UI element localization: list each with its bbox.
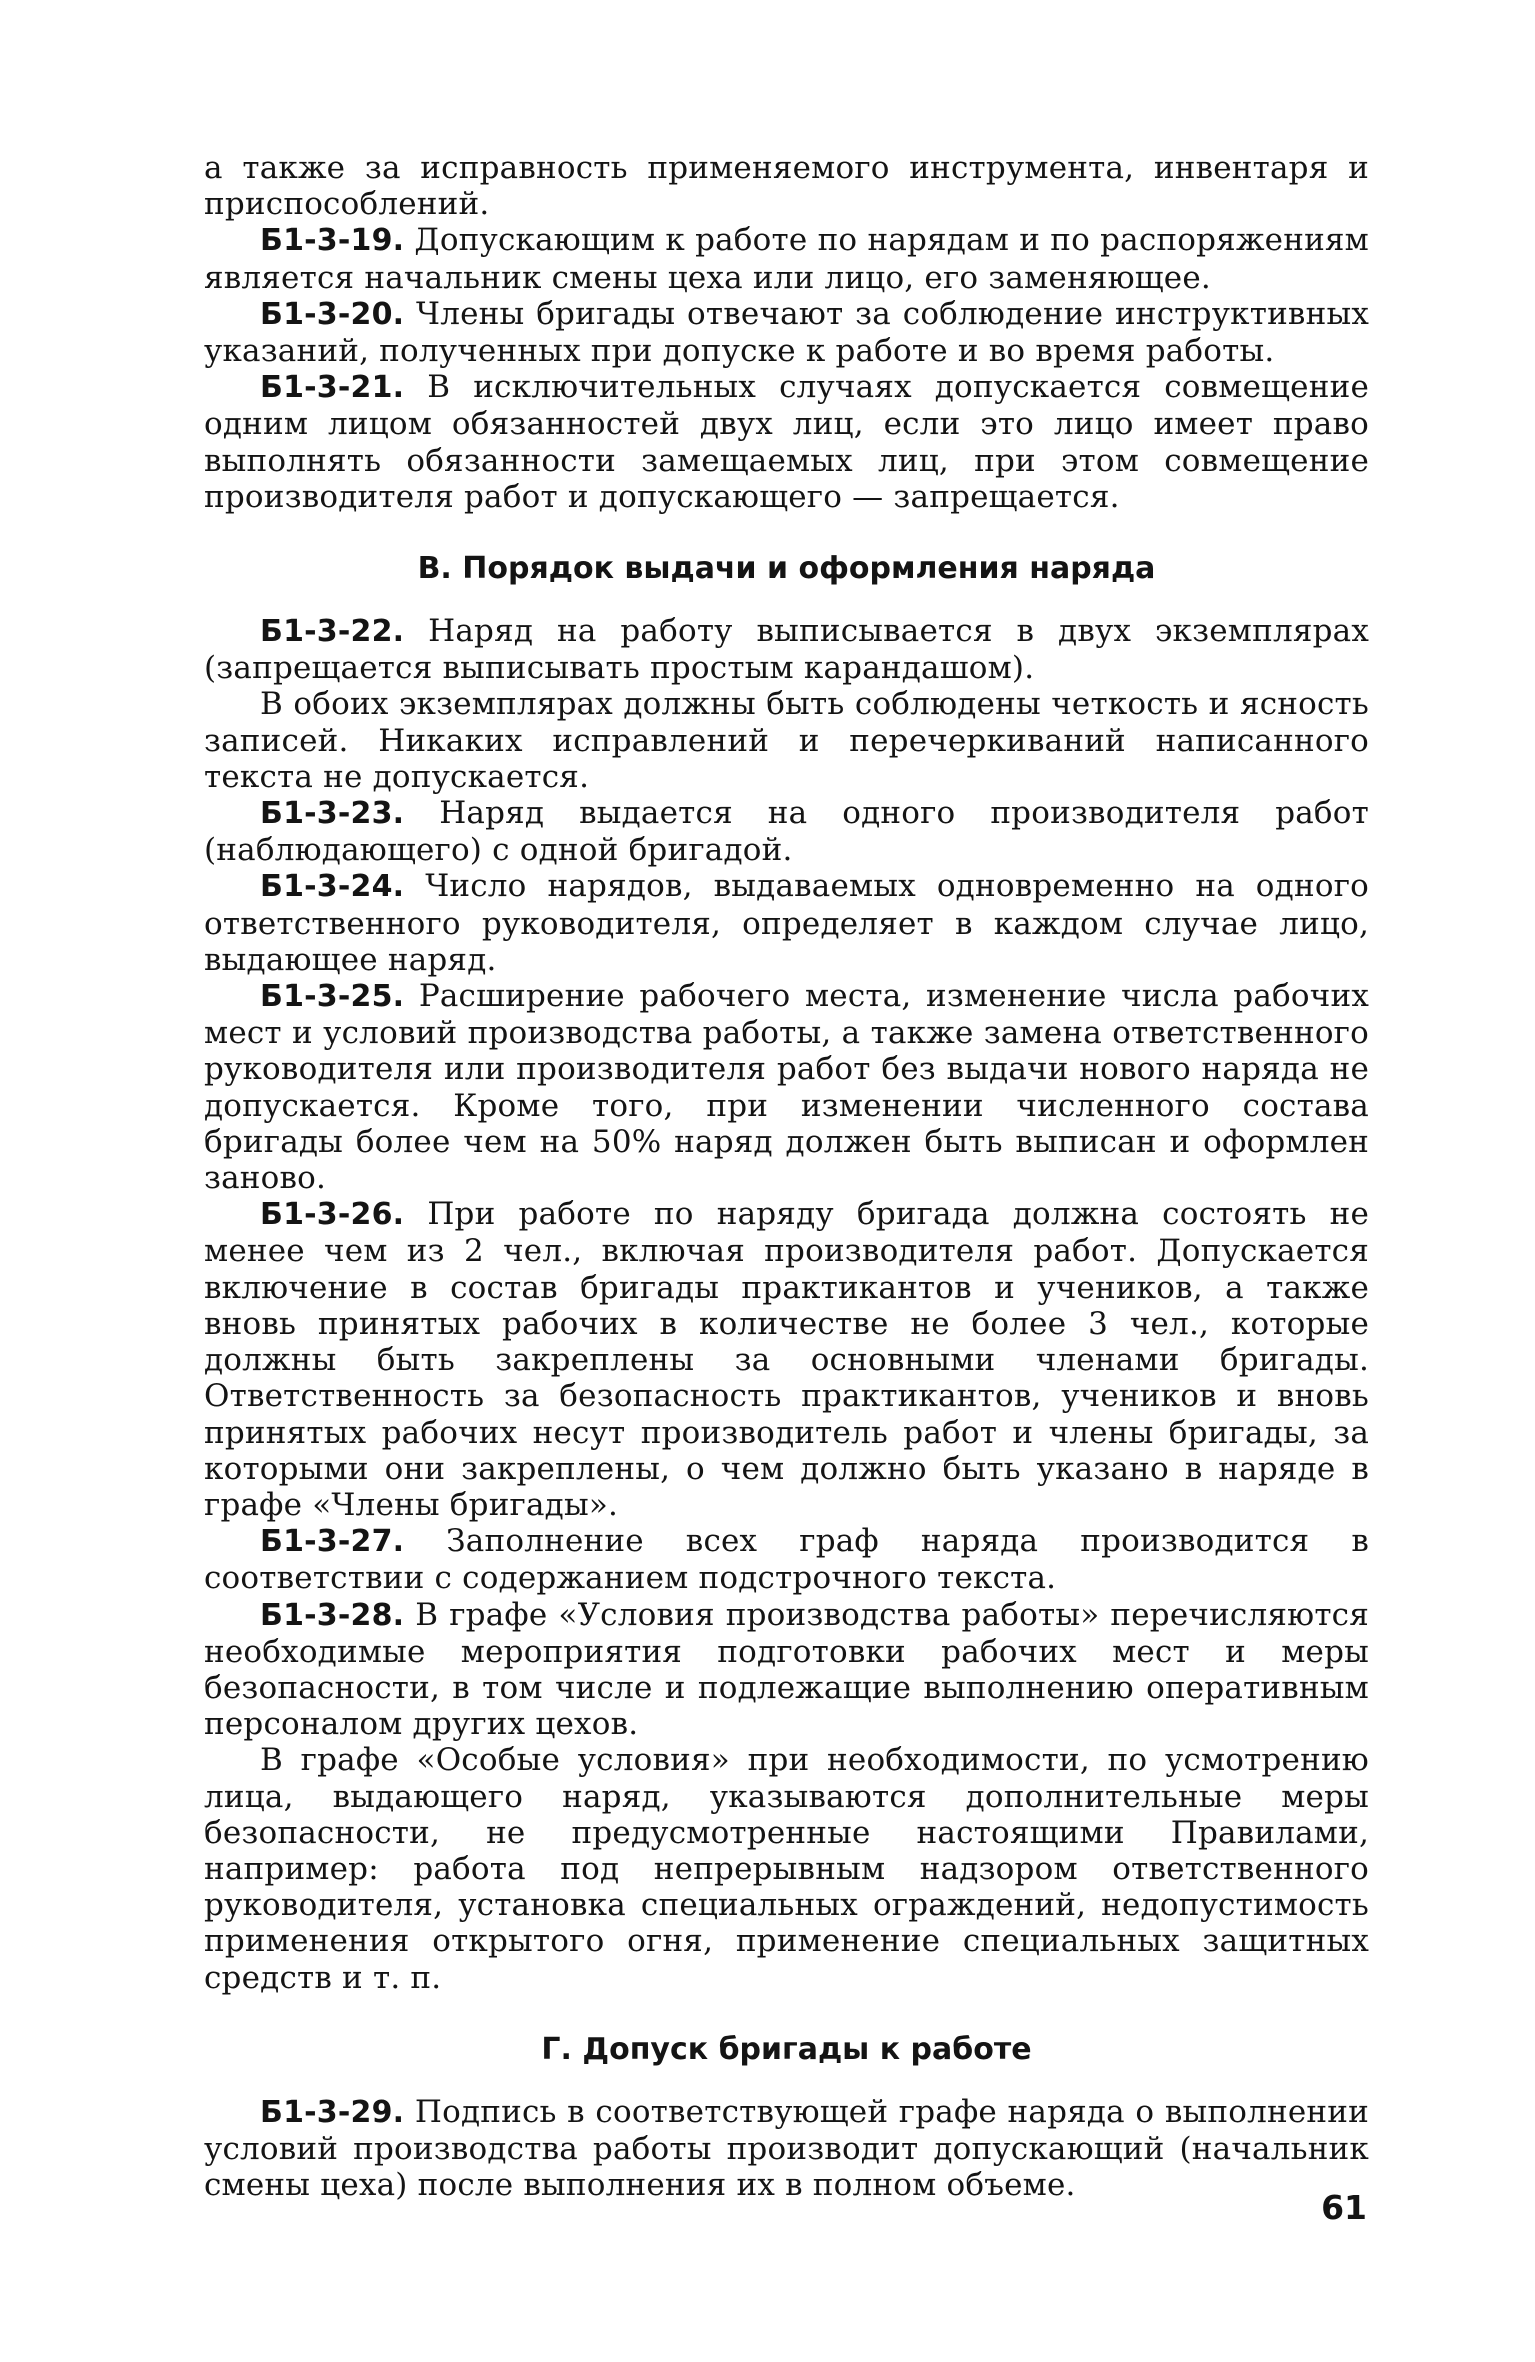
paragraph-b1-3-20: Б1-3-20. Члены бригады отвечают за соблюдение инструктивных указаний, полученных при допуске к работе и во время работы. — [204, 295, 1369, 370]
clause-number: Б1-3-20. — [260, 296, 405, 332]
paragraph-b1-3-28: Б1-3-28. В графе «Условия производства работы» перечисляются необходимые мероприятия подготовки рабочих мест и меры безопасности, в том числе и подлежащие выполнению оперативным персоналом других цехов. — [204, 1596, 1369, 1743]
clause-number: Б1-3-25. — [260, 979, 405, 1015]
paragraph-b1-3-22: Б1-3-22. Наряд на работу выписывается в двух экземплярах (запрещается выписывать простым карандашом). — [204, 613, 1369, 687]
paragraph-b1-3-23: Б1-3-23. Наряд выдается на одного производителя работ (наблюдающего) с одной бригадой. — [204, 795, 1369, 869]
page-body — [204, 150, 1369, 2203]
clause-number: Б1-3-28. — [260, 1597, 405, 1633]
clause-number: Б1-3-19. — [260, 223, 405, 259]
clause-number: Б1-3-24. — [260, 869, 405, 905]
paragraph-special-conditions: В графе «Особые условия» при необходимости, по усмотрению лица, выдающего наряд, указываются дополнительные меры безопасности, не предусмотренные настоящими Правилами, например: работа под непрерывным надзором ответственного руководителя, установка специальных ограждений, недопустимость применения открытого огня, применение специальных защитных средств и т. п. — [204, 1742, 1369, 1996]
paragraph-b1-3-21: Б1-3-21. В исключительных случаях допускается совмещение одним лицом обязанностей двух лиц, если это лицо имеет право выполнять обязанности замещаемых лиц, при этом совмещение производителя работ и допускающего — запрещается. — [204, 369, 1369, 515]
paragraph-b1-3-29: Б1-3-29. Подпись в соответствующей графе наряда о выполнении условий производства работы производит допускающий (начальник смены цеха) после выполнения их в полном объеме. — [204, 2093, 1369, 2204]
section-heading-g: Г. Допуск бригады к работе — [541, 2031, 1032, 2067]
paragraph-continuation: а также за исправность применяемого инструмента, инвентаря и приспособлений. — [204, 150, 1369, 223]
clause-number: Б1-3-21. — [260, 370, 405, 406]
paragraph-b1-3-26: Б1-3-26. При работе по наряду бригада должна состоять не менее чем из 2 чел., включая производителя работ. Допускается включение в состав бригады практикантов и учеников, а также вновь принятых рабочих в количестве не более 3 чел., которые должны быть закреплены за основными членами бригады. Ответственность за безопасность практикантов, учеников и вновь принятых рабочих несут производитель работ и члены бригады, за которыми они закреплены, о чем должно быть указано в наряде в графе «Члены бригады». — [204, 1196, 1369, 1523]
page-number: 61 — [1321, 2188, 1367, 2227]
clause-number: Б1-3-22. — [260, 614, 405, 650]
clause-number: Б1-3-27. — [260, 1524, 405, 1560]
paragraph-b1-3-19: Б1-3-19. Допускающим к работе по нарядам и по распоряжениям является начальник смены цеха или лицо, его заменяющее. — [204, 222, 1369, 296]
paragraph-b1-3-24: Б1-3-24. Число нарядов, выдаваемых одновременно на одного ответственного руководителя, определяет в каждом случае лицо, выдающее наряд. — [204, 868, 1369, 978]
paragraph-copies-clarity: В обоих экземплярах должны быть соблюдены четкость и ясность записей. Никаких исправлений и перечеркиваний написанного текста не допускается. — [204, 686, 1369, 795]
clause-number: Б1-3-29. — [260, 2094, 405, 2130]
paragraph-b1-3-25: Б1-3-25. Расширение рабочего места, изменение числа рабочих мест и условий производства работы, а также замена ответственного руководителя или производителя работ без выдачи нового наряда не допускается. Кроме того, при изменении численного состава бригады более чем на 50% наряд должен быть выписан и оформлен заново. — [204, 978, 1369, 1197]
clause-number: Б1-3-26. — [260, 1197, 405, 1233]
paragraph-b1-3-27: Б1-3-27. Заполнение всех граф наряда производится в соответствии с содержанием подстрочного текста. — [204, 1523, 1369, 1597]
section-heading-v: В. Порядок выдачи и оформления наряда — [417, 551, 1156, 587]
clause-number: Б1-3-23. — [260, 796, 405, 832]
